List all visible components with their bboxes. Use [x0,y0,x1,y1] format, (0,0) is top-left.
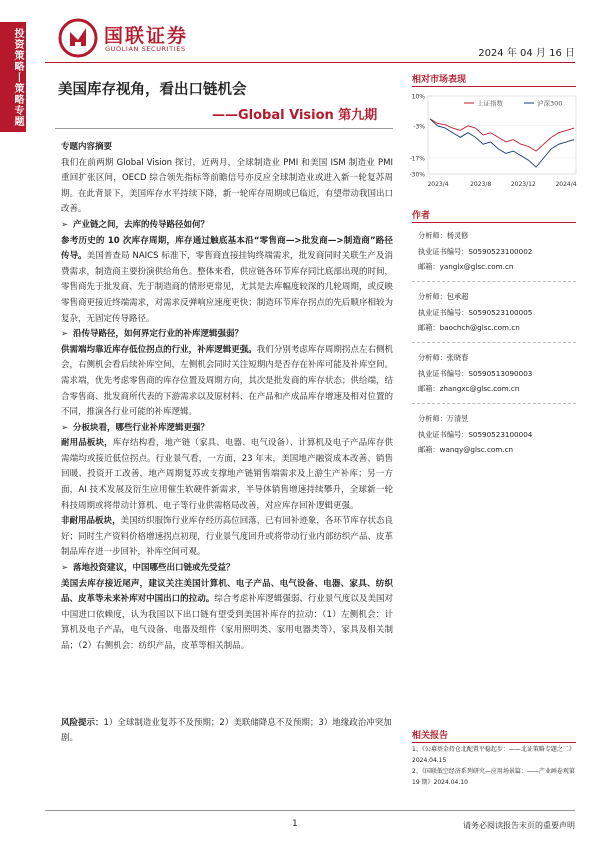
footer-disclaimer: 请务必阅读报告末页的重要声明 [463,821,575,830]
author-row [418,366,576,382]
chart-x-ticks [427,181,576,188]
chart-series-line-1 [430,119,574,151]
author-row [418,442,576,458]
question-4-lead: 美国去库存接近尾声，建议关注美国计算机、电子产品、电气设备、电器、家具、纺织品、皮革等未来补库对中国出口的拉动。 [61,578,393,605]
author-separator [412,281,576,282]
author-cert-label: 执业证书编号： [418,429,469,439]
title-divider [55,128,393,129]
question-2-text: 沿传导路径，如何界定行业的补库逻辑强弱？ [73,329,244,340]
author-block [418,350,576,397]
question-2-lead: 供需端均靠近库存低位拐点的行业，补库逻辑更强。 [61,344,257,355]
related-report-item[interactable]: 1、《公募基金持仓北配置平稳起步：——北证策略专题之二》2024.04.15 [412,746,575,764]
author-cert-label: 执业证书编号： [418,368,469,378]
related-report-item[interactable]: 2、《国联低空经济系列研究—应用场景篇：——产业画卷观第 19 期》2024.04.10 [412,768,575,786]
chart-x-tick-label: 2023/8 [470,181,492,188]
chart-y-tick-label: -30% [409,171,425,179]
chart-x-tick-label: 2023/4 [427,181,449,188]
chart-y-tick-label: -3% [413,123,425,131]
author-separator [412,403,576,404]
author-row [418,259,576,275]
author-email-label: 邮箱： [418,384,440,394]
side-category-label: 投资策略丨策略专题 [12,28,23,127]
author-cert-label: 执业证书编号： [418,246,469,256]
question-3-body-2: 美国纺织服饰行业库存经历高位回落，已有回补迹象，各环节库存状态良好；同时生产资料价格增速拐点初现，行业景气度回升或将带动行业内部纺织产品、皮革制品库存进一步回补，补库空间可观。 [61,516,393,558]
question-3-lead-1: 耐用品板块， [61,438,113,449]
question-4-body: 综合考虑补库逻辑强弱、行业景气度以及美国对中国进口依赖度，认为我国以下出口链有望受到美国补库存的拉动：（1）左侧机会：计算机及电子产品，电气设备、电器及组件（家用照明类、家用电器类等），家具及相关制品；（2）右侧机会：纺织产品，皮革等相关制品。 [61,594,393,651]
author-email-label: 邮箱： [418,262,440,272]
company-logo [58,18,258,58]
report-date: 2024 年 04 月 16 日 [478,48,575,59]
summary-paragraph: 我们在前两期 Global Vision 探讨，近两月，全球制造业 PMI 和美国 ISM 制造业 PMI 重回扩张区间，OECD 综合领先指标等前瞻信号亦反应全球制造业或进入新一轮复苏周期。在此背景下，美国库存水平持续下降，新一轮库存周期或已临近，有望带动我国出口改善。 [61,157,393,215]
question-2-body: 我们分别考虑库存周期拐点左右侧机会，右侧机会看后续补库空间，左侧机会同时关注短期内是否存在补库可能及补库空间。需求端，优先考虑零售商的库存位置及周期方向，其次是批发商的库存状态；供给端，结合零售商、批发商所代表的下游需求以及原材料、在产品和产成品库存增速及相对位置的不同，推演各行业可能的补库逻辑。 [61,344,393,418]
author-role: 分析师： [418,292,447,301]
report-body [61,140,393,655]
authors-section-title: 作者 [412,211,431,221]
question-1-lead: 参考历史的 10 次库存周期，库存通过触底基本沿“零售商—>批发商—>制造商”路径传导。 [61,235,393,262]
author-email[interactable]: zhangxc@glsc.com.cn [439,384,520,394]
question-3-body-1: 库存结构看，地产链（家具、电器、电气设备）、计算机及电子产品库存供需端均或接近低位拐点。行业景气看，一方面，23 年末，美国地产融资成本改善、销售回暖、投资开工改善，地产周期复苏或支撑地产链销售端需求及上游生产补库；另一方面，AI 技术发展及衍生应用催生软硬件新需求，半导体销售增速持续攀升，全球新一轮科技周期或将带动计算机、电子等行业供需格局改善，对应库存回补逻辑更强。 [61,438,393,511]
chart-x-tick-label: 2024/4 [555,181,577,188]
question-2-paragraph [61,343,393,421]
report-subtitle: ——Global Vision 第九期 [212,108,378,123]
question-1-body: 美国普查局 NAICS 标准下，零售商直接挂钩终端需求，批发商同时关联生产及消费需求，制造商主要扮演供给角色。整体来看，供应链各环节库存同比底部出现的时间，零售商先于批发商、先于制造商的情形更常见，尤其是去库幅度较深的几轮周期，或反映零售商更接近终端需求，对需求反弹响应速度更快；制造环节库存拐点的先后顺序相较为复杂，无固定传导路径。 [61,251,393,324]
market-section-title: 相对市场表现 [412,75,467,85]
chart-y-tick-label: -17% [409,155,425,163]
diamond-bullet-icon: ➢ [61,219,69,230]
page-number: 1 [292,819,298,829]
author-block [418,289,576,336]
diamond-bullet-icon: ➢ [61,422,69,433]
author-row [418,289,576,305]
chart-series-line-2 [430,119,574,167]
chart-legend [464,99,562,108]
related-section-divider [412,742,576,743]
author-email-label: 邮箱： [418,445,440,455]
author-row [418,305,576,321]
author-row [418,244,576,260]
author-email[interactable]: baochch@glsc.com.cn [439,323,520,333]
author-separator [412,342,576,343]
author-email[interactable]: yanglx@glsc.com.cn [439,262,514,272]
related-section-title: 相关报告 [412,731,449,741]
author-role: 分析师： [418,414,447,423]
report-title: 美国库存视角，看出口链机会 [58,82,247,98]
author-name: 万清昱 [446,414,469,423]
chart-frame [428,96,576,174]
logo-mark-icon [58,18,98,58]
risk-text: 1）全球制造业复苏不及预期；2）美联储降息不及预期；3）地缘政治冲突加剧。 [61,718,392,744]
chart-y-tick-label: 10% [411,93,425,101]
question-3 [61,421,393,437]
chart-legend-label: 沪深300 [537,99,563,108]
question-1 [61,218,393,234]
chart-x-tick-label: 2023/12 [510,181,536,188]
question-4-text: 落地投资建议，中国哪些出口链或先受益？ [73,563,235,574]
chart-grid [428,96,576,174]
risk-lead: 风险提示： [61,718,104,728]
question-3-text: 分板块看，哪些行业补库逻辑更强？ [73,422,210,433]
author-row [418,381,576,397]
author-role: 分析师： [418,353,447,362]
author-row [418,350,576,366]
diamond-bullet-icon: ➢ [61,329,69,340]
logo-text-en: GUOLIAN SECURITIES [105,45,186,53]
author-email-label: 邮箱： [418,323,440,333]
author-name: 张晓春 [446,353,469,362]
risk-warning [61,716,393,747]
chart-y-ticks [409,94,425,179]
market-section-divider [412,86,576,87]
author-block [418,411,576,458]
header-divider [45,62,575,63]
question-4-paragraph [61,577,393,655]
author-name: 包承超 [446,292,469,301]
author-cert: S0590523100002 [468,246,533,256]
author-cert: S0590523100004 [468,429,533,439]
diamond-bullet-icon: ➢ [61,563,69,574]
author-cert-label: 执业证书编号： [418,307,469,317]
chart-legend-label: 上证指数 [477,99,503,108]
author-row [418,320,576,336]
author-row [418,411,576,427]
related-reports-list [412,744,578,788]
author-row [418,228,576,244]
summary-heading: 专题内容摘要 [61,142,113,152]
question-3-paragraph-1 [61,436,393,514]
market-chart [404,90,580,198]
question-1-paragraph [61,234,393,328]
question-4 [61,561,393,577]
question-2 [61,327,393,343]
author-row [418,427,576,443]
author-email[interactable]: wanqy@glsc.com.cn [439,445,514,455]
chart-lines [430,119,574,167]
question-3-paragraph-2 [61,514,393,561]
author-role: 分析师： [418,231,447,240]
logo-text-cn: 国联证券 [104,25,189,47]
author-cert: S0590513090003 [468,368,533,378]
question-1-text: 产业链之间，去库的传导路径如何？ [73,219,210,230]
authors-section-divider [412,222,576,223]
footer-divider [45,810,575,811]
author-block [418,228,576,275]
author-cert: S0590523100005 [468,307,533,317]
author-name: 杨灵修 [446,231,469,240]
question-3-lead-2: 非耐用品板块， [61,516,121,527]
